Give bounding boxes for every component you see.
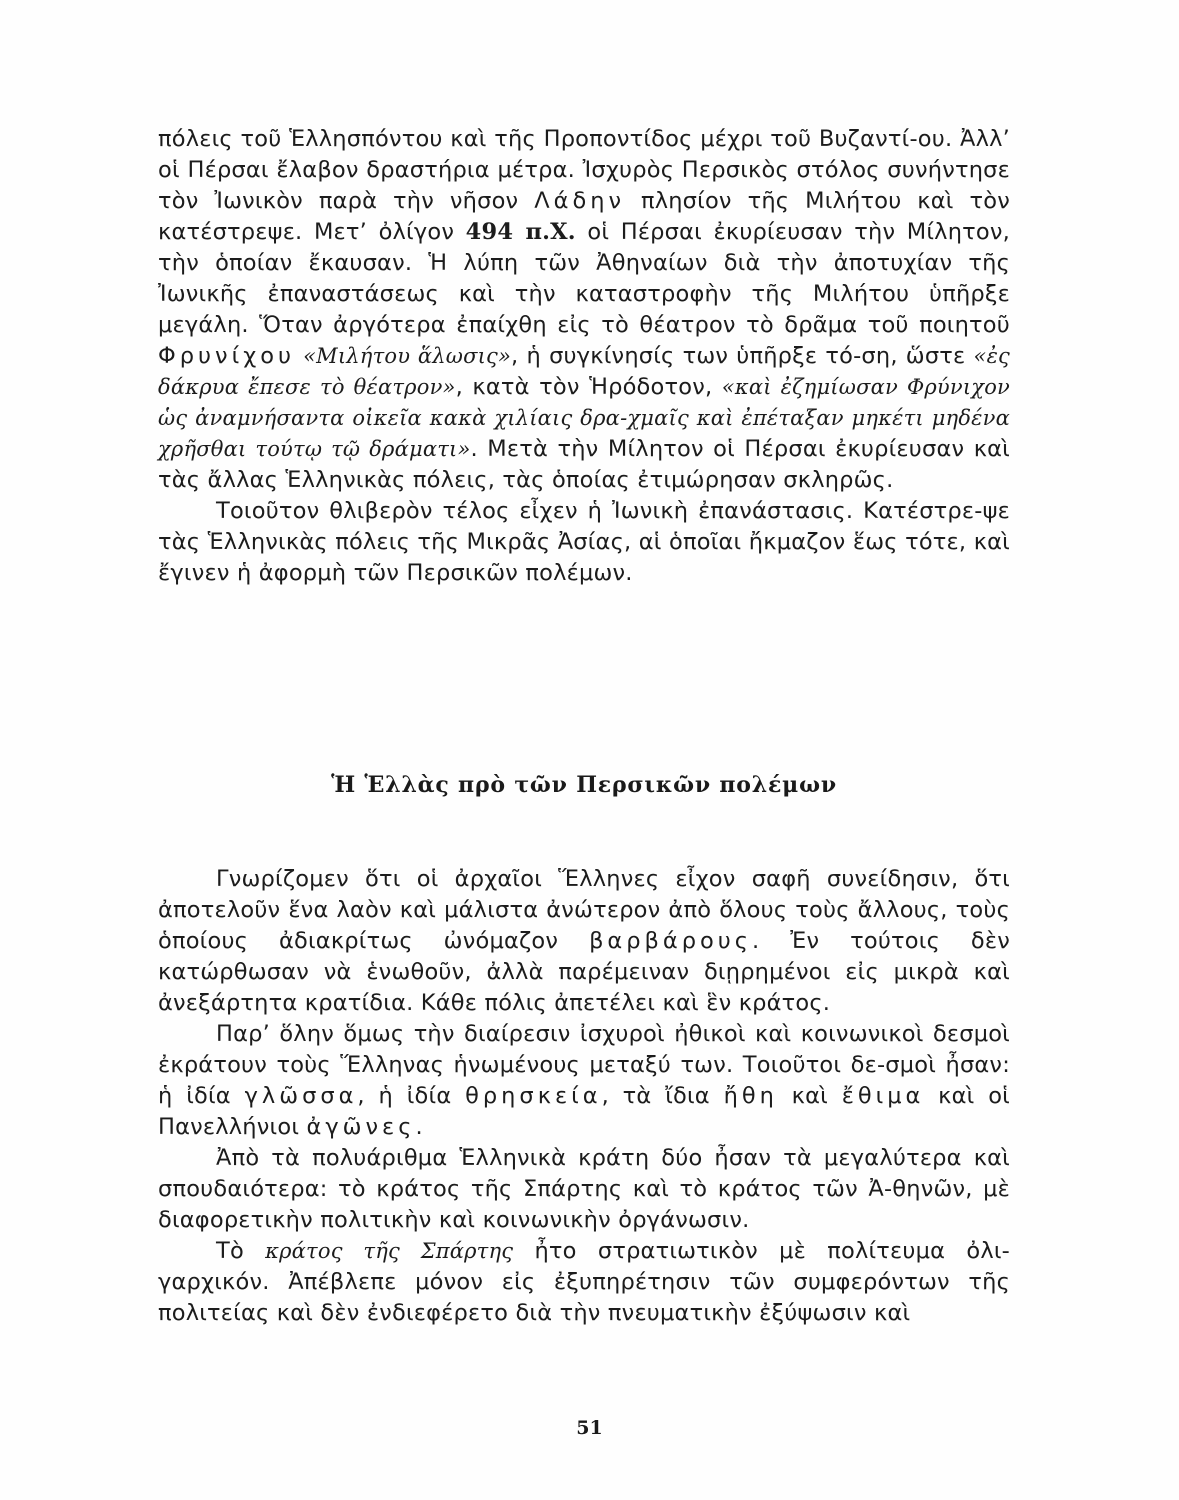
text-run: , κατὰ τὸν Ἡρόδοτον, — [455, 374, 722, 400]
text-run: Τὸ — [216, 1238, 266, 1264]
text-run: καὶ — [777, 1083, 842, 1109]
text-run: Γνωρίζομεν ὅτι οἱ ἀρχαῖοι Ἕλληνες εἶχον σαφῆ συνείδησιν, ὅτι ἀποτελοῦν ἕνα λαὸν καὶ μάλιστα ἀνώτερον ἀπὸ ὅλους τοὺς ἄλλους, τοὺς ὁποίους ἀδιακρίτως ὠνόμαζον — [158, 866, 1010, 954]
emphasis-spaced: Φρυνίχου — [158, 343, 295, 369]
quotation: «ἐς δάκρυα ἔπεσε τὸ θέατρον» — [158, 344, 1011, 399]
emphasis-spaced: ἤθη — [723, 1083, 778, 1109]
text-run: . — [415, 1114, 423, 1140]
page-number: 51 — [576, 1417, 603, 1439]
text-run: , ἡ συγκίνησίς των ὑπῆρξε τό-ση, ὥστε — [511, 343, 974, 369]
text-run: . Ἐν τούτοις δὲν κατώρθωσαν νὰ ἑνωθοῦν, ἀλλὰ παρέμειναν διῃρημένοι εἰς μικρὰ καὶ ἀνεξάρτητα κρατίδια. Κάθε πόλις ἀπετέλει καὶ ἓν κράτος. — [158, 928, 1010, 1016]
paragraph: Ἀπὸ τὰ πολυάριθμα Ἑλληνικὰ κράτη δύο ἦσαν τὰ μεγαλύτερα καὶ σπουδαιότερα: τὸ κράτος τῆς Σπάρτης καὶ τὸ κράτος τῶν Ἀ-θηνῶν, μὲ διαφορετικὴν πολιτικὴν καὶ κοινωνικὴν ὀργάνωσιν. — [158, 1145, 1010, 1233]
emphasis-spaced: ἀγῶνες — [306, 1114, 416, 1140]
paragraph — [158, 864, 1010, 1019]
play-title: «Μιλήτου ἅλωσις» — [303, 344, 512, 368]
text-run: πόλεις τοῦ Ἑλλησπόντου καὶ τῆς Προποντίδος μέχρι τοῦ Βυζαντί-ου. Ἀλλ’ οἱ Πέρσαι ἔλαβον δραστήρια μέτρα. Ἰσχυρὸς Περσικὸς στόλος συνήντησε τὸν Ἰωνικὸν παρὰ τὴν νῆσον — [158, 126, 1010, 214]
margin-date: 494 π.Χ. — [465, 219, 576, 245]
text-run: καὶ οἱ Πανελλήνιοι — [158, 1083, 1010, 1140]
emphasis-spaced: ἔθιμα — [841, 1083, 925, 1109]
section-heading: Ἡ Ἑλλὰς πρὸ τῶν Περσικῶν πολέμων — [331, 772, 837, 798]
text-run: . Μετὰ τὴν Μίλητον οἱ Πέρσαι ἐκυρίευσαν καὶ τὰς ἄλλας Ἑλληνικὰς πόλεις, τὰς ὁποίας ἐτιμώρησαν σκληρῶς. — [158, 436, 1010, 493]
text-run: οἱ Πέρσαι ἐκυρίευσαν τὴν Μίλητον, τὴν ὁποίαν ἔκαυσαν. Ἡ λύπη τῶν Ἀθηναίων διὰ τὴν ἀποτυχίαν τῆς Ἰωνικῆς ἐπαναστάσεως καὶ τὴν καταστροφὴν τῆς Μιλήτου ὑπῆρξε μεγάλη. Ὅταν ἀργότερα ἐπαίχθη εἰς τὸ θέατρον τὸ δρᾶμα τοῦ ποιητοῦ — [158, 219, 1010, 338]
text-run: πλησίον τῆς Μιλήτου καὶ τὸν κατέστρεψε. Μετ’ ὀλίγον — [158, 188, 1010, 245]
text-run: ἦτο στρατιωτικὸν μὲ πολίτευμα ὀλι-γαρχικόν. Ἀπέβλεπε μόνον εἰς ἐξυπηρέτησιν τῶν συμφερόντων τῆς πολιτείας καὶ δὲν ἐνδιεφέρετο διὰ τὴν πνευματικὴν ἐξύψωσιν καὶ — [158, 1238, 1010, 1326]
text-run: , τὰ ἴδια — [601, 1083, 724, 1109]
paragraph — [158, 124, 1010, 496]
emphasis-italic: κράτος τῆς Σπάρτης — [265, 1239, 514, 1263]
text-run: Παρ’ ὅλην ὅμως τὴν διαίρεσιν ἰσχυροὶ ἠθικοὶ καὶ κοινωνικοὶ δεσμοὶ ἐκράτουν τοὺς Ἕλληνας ἡνωμένους μεταξύ των. Τοιοῦτοι δε-σμοὶ ἦσαν: ἡ ἰδία — [158, 1021, 1010, 1109]
paragraph: Τοιοῦτον θλιβερὸν τέλος εἶχεν ἡ Ἰωνικὴ ἐπανάστασις. Κατέστρε-ψε τὰς Ἑλληνικὰς πόλεις τῆς Μικρᾶς Ἀσίας, αἱ ὁποῖαι ἤκμαζον ἕως τότε, καὶ ἔγινεν ἡ ἀφορμὴ τῶν Περσικῶν πολέμων. — [158, 498, 1010, 586]
text-section-ionian-revolt — [158, 124, 1010, 589]
emphasis-spaced: Λάδην — [534, 188, 626, 214]
text-run: , ἡ ἰδία — [357, 1083, 466, 1109]
text-section-greece-before-wars — [158, 864, 1010, 1329]
emphasis-spaced: βαρβάρους — [589, 928, 753, 954]
paragraph — [158, 1019, 1010, 1143]
paragraph — [158, 1236, 1010, 1329]
quotation: «καὶ ἐζημίωσαν Φρύνιχον ὡς ἀναμνήσαντα οἰκεῖα κακὰ χιλίαις δρα-χμαῖς καὶ ἐπέταξαν μηκέτι μηδένα χρῆσθαι τούτῳ τῷ δράματι» — [158, 375, 1011, 461]
emphasis-spaced: θρησκεία — [465, 1083, 602, 1109]
emphasis-spaced: γλῶσσα — [244, 1083, 358, 1109]
